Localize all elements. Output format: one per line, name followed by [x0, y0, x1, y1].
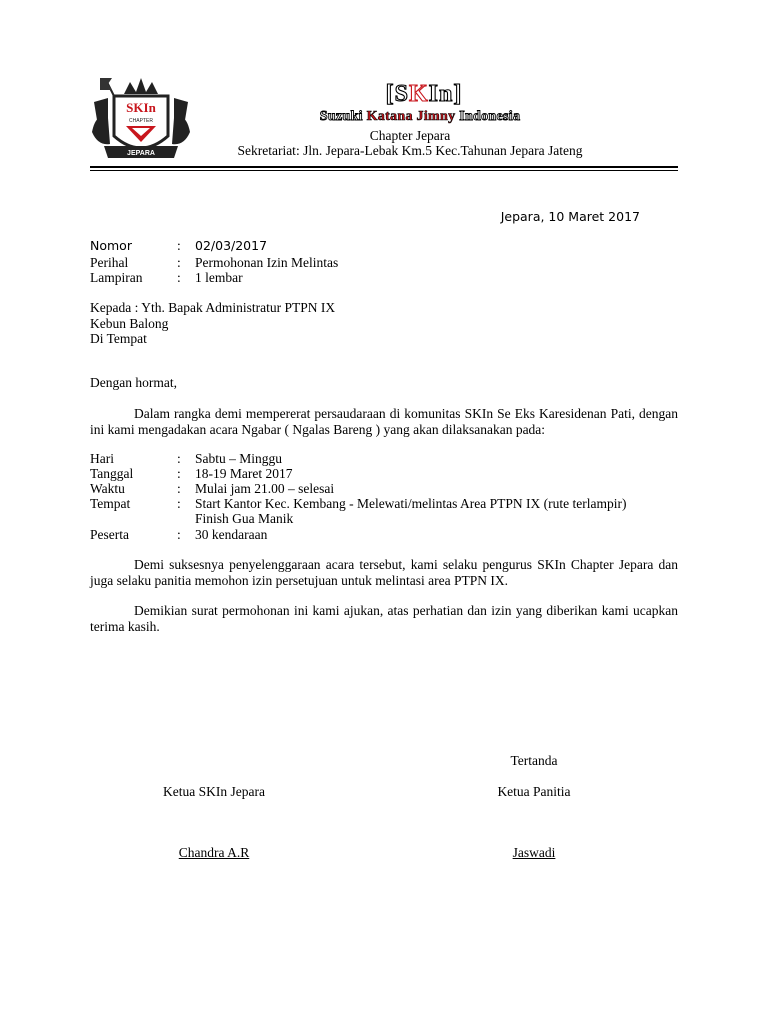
detail-value-hari: Sabtu – Minggu [195, 451, 283, 466]
header-divider-thick [90, 166, 678, 168]
meta-value-perihal: Permohonan Izin Melintas [195, 255, 339, 270]
recipient-line-2: Kebun Balong [90, 316, 169, 331]
paragraph-request [90, 557, 678, 589]
brand-name-part-2: Katana Jimny [366, 109, 456, 124]
logo-text-mid: CHAPTER [129, 118, 153, 124]
detail-value-waktu: Mulai jam 21.00 – selesai [195, 481, 335, 496]
paragraph-intro [90, 406, 678, 438]
right-signatory-title: Ketua Panitia [497, 784, 571, 799]
detail-colon: : [177, 451, 181, 466]
detail-colon: : [177, 527, 181, 542]
left-signatory-name-text: Chandra A.R [178, 845, 250, 860]
logo-text-bottom: JEPARA [127, 150, 155, 157]
detail-value-tempat: Start Kantor Kec. Kembang - Melewati/melintas Area PTPN IX (rute terlampir) [195, 496, 627, 511]
paragraph-request-text: Demi suksesnya penyelenggaraan acara tersebut, kami selaku pengurus SKIn Chapter Jepara dan juga selaku panitia memohon izin persetujuan untuk melintasi area PTPN IX. [90, 557, 678, 588]
right-signatory-name [474, 845, 594, 861]
greeting: Dengan hormat, [90, 375, 177, 390]
paragraph-closing [90, 603, 678, 635]
meta-value-lampiran: 1 lembar [195, 270, 243, 285]
paragraph-intro-text: Dalam rangka demi mempererat persaudaraan di komunitas SKIn Se Eks Karesidenan Pati, dengan ini kami mengadakan acara Ngabar ( Ngalas Bareng ) yang akan dilaksanakan pada: [90, 406, 678, 437]
brand-code [355, 80, 493, 108]
brand-name-part-1: Suzuki [319, 109, 367, 124]
detail-colon: : [177, 496, 181, 511]
meta-colon: : [177, 238, 181, 253]
brand-code-right: In] [428, 81, 463, 107]
detail-label-tanggal: Tanggal [90, 466, 134, 481]
secretariat-address: Sekretariat: Jln. Jepara-Lebak Km.5 Kec.Tahunan Jepara Jateng [237, 143, 583, 158]
detail-value-peserta: 30 kendaraan [195, 527, 268, 542]
logo-text-top: SKIn [126, 100, 156, 115]
brand-name [255, 108, 585, 126]
recipient-line-1: Kepada : Yth. Bapak Administratur PTPN IX [90, 300, 336, 315]
club-logo [86, 72, 196, 172]
meta-colon: : [177, 255, 181, 270]
detail-label-waktu: Waktu [90, 481, 125, 496]
meta-label-lampiran: Lampiran [90, 270, 143, 285]
detail-value-tempat-finish: Finish Gua Manik [195, 511, 294, 526]
detail-colon: : [177, 481, 181, 496]
paragraph-closing-text: Demikian surat permohonan ini kami ajukan, atas perhatian dan izin yang diberikan kami ucapkan terima kasih. [90, 603, 678, 634]
detail-label-hari: Hari [90, 451, 114, 466]
detail-label-peserta: Peserta [90, 527, 129, 542]
detail-value-tanggal: 18-19 Maret 2017 [195, 466, 293, 481]
club-logo-emblem-icon [86, 72, 196, 172]
signed-label: Tertanda [510, 753, 558, 768]
chapter-name: Chapter Jepara [369, 128, 451, 143]
meta-value-nomor: 02/03/2017 [195, 238, 268, 253]
left-signatory-title: Ketua SKIn Jepara [163, 784, 265, 799]
recipient-line-3: Di Tempat [90, 331, 147, 346]
detail-label-tempat: Tempat [90, 496, 131, 511]
left-signatory-name [150, 845, 278, 861]
brand-name-part-3: Indonesia [455, 109, 521, 124]
meta-label-perihal: Perihal [90, 255, 129, 270]
meta-label-nomor: Nomor [90, 238, 132, 253]
right-signatory-name-text: Jaswadi [512, 845, 556, 860]
brand-code-k: K [408, 81, 429, 107]
letter-date: Jepara, 10 Maret 2017 [500, 209, 640, 224]
meta-colon: : [177, 270, 181, 285]
detail-colon: : [177, 466, 181, 481]
header-divider-thin [90, 170, 678, 171]
brand-code-left: [S [385, 81, 409, 107]
